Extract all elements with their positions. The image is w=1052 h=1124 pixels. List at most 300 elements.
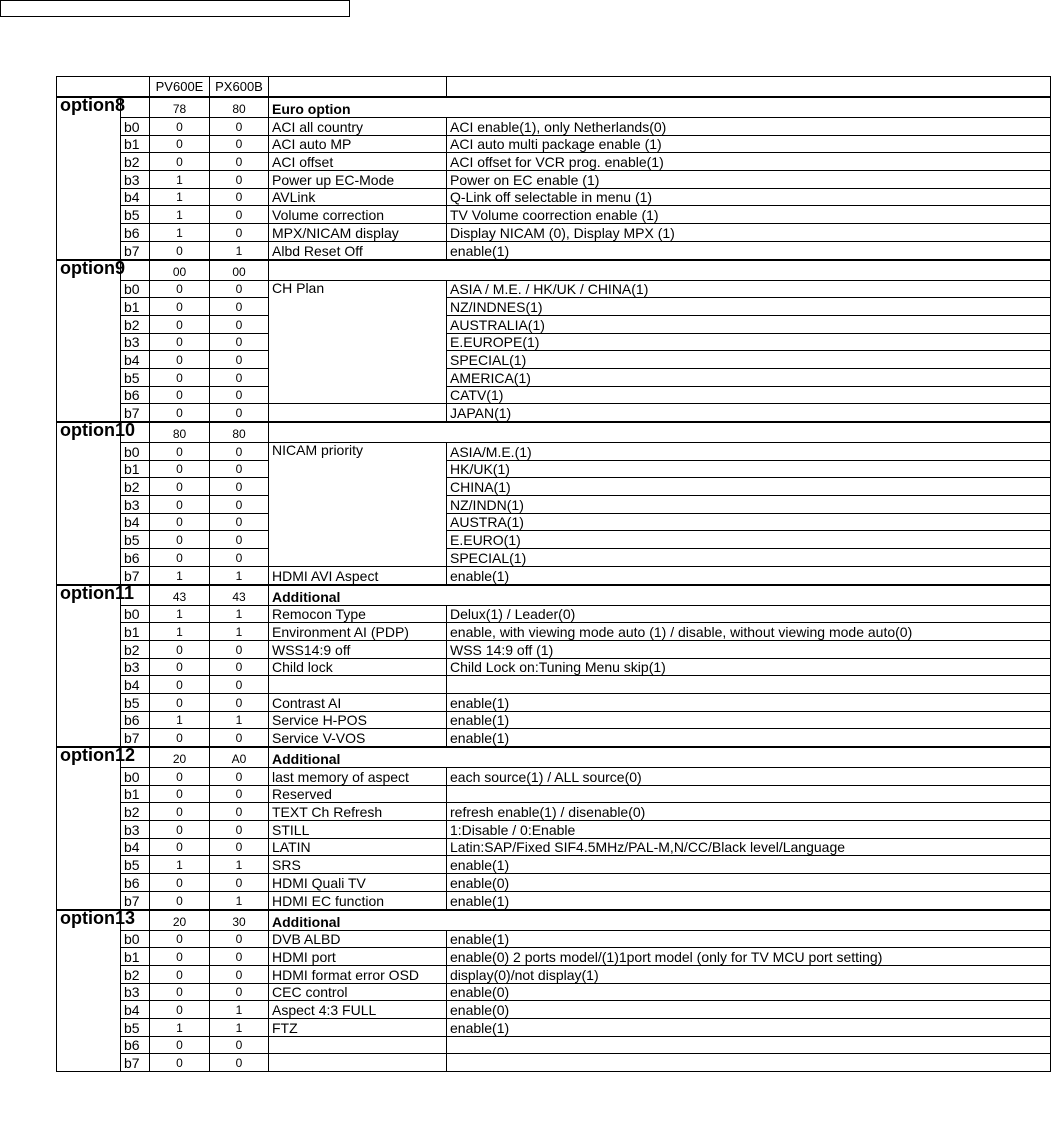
bit-function-name: NICAM priority	[269, 443, 447, 567]
bit-row	[57, 1054, 1051, 1072]
bit-function-name: HDMI port	[269, 948, 447, 966]
bit-px600b-value: 0	[210, 496, 269, 514]
bit-px600b-value: 0	[210, 206, 269, 224]
bit-label: b4	[121, 351, 150, 369]
bit-label: b2	[121, 965, 150, 983]
bit-function-name: Service V-VOS	[269, 729, 447, 747]
bit-function-name: FTZ	[269, 1018, 447, 1036]
bit-px600b-value: 0	[210, 930, 269, 948]
bit-px600b-value: 0	[210, 948, 269, 966]
option-name: option8	[57, 97, 121, 118]
bit-row	[57, 333, 1051, 351]
option-pv600e-value: 78	[150, 97, 210, 118]
bit-px600b-value: 0	[210, 135, 269, 153]
header-blank-cell	[57, 77, 150, 98]
bit-row	[57, 531, 1051, 549]
bit-label: b3	[121, 171, 150, 189]
bit-px600b-value: 0	[210, 768, 269, 786]
bit-label: b5	[121, 206, 150, 224]
bit-px600b-value: 0	[210, 803, 269, 821]
option-section-label	[269, 260, 1051, 281]
option-section-label: Euro option	[269, 97, 1051, 118]
bit-label: b0	[121, 605, 150, 623]
bit-label: b1	[121, 460, 150, 478]
bit-row	[57, 566, 1051, 584]
bit-px600b-value: 1	[210, 856, 269, 874]
bit-function-name: ACI all country	[269, 118, 447, 136]
bit-row	[57, 768, 1051, 786]
bit-label: b0	[121, 768, 150, 786]
bit-px600b-value: 0	[210, 386, 269, 404]
bit-description: enable(1)	[447, 693, 1051, 711]
bit-description: AUSTRA(1)	[447, 513, 1051, 531]
bit-px600b-value: 0	[210, 118, 269, 136]
bit-description: CHINA(1)	[447, 478, 1051, 496]
bit-px600b-value: 0	[210, 513, 269, 531]
bit-description: enable, with viewing mode auto (1) / disable, without viewing mode auto(0)	[447, 623, 1051, 641]
bit-pv600e-value: 1	[150, 856, 210, 874]
bit-label: b1	[121, 623, 150, 641]
bit-description: enable(1)	[447, 711, 1051, 729]
bit-function-name: ACI auto MP	[269, 135, 447, 153]
bit-row	[57, 513, 1051, 531]
bit-pv600e-value: 0	[150, 1036, 210, 1054]
bit-pv600e-value: 0	[150, 315, 210, 333]
bit-label: b7	[121, 566, 150, 584]
bit-label: b6	[121, 874, 150, 892]
bit-px600b-value: 1	[210, 1018, 269, 1036]
option-group-row	[57, 97, 1051, 118]
bit-pv600e-value: 0	[150, 948, 210, 966]
option-section-label	[269, 422, 1051, 443]
bit-description: AUSTRALIA(1)	[447, 315, 1051, 333]
bit-label: b4	[121, 513, 150, 531]
option-section-label: Additional	[269, 747, 1051, 768]
bit-description: display(0)/not display(1)	[447, 965, 1051, 983]
bit-pv600e-value: 0	[150, 298, 210, 316]
option-group-row	[57, 747, 1051, 768]
header-px600b: PX600B	[210, 77, 269, 98]
bit-row	[57, 206, 1051, 224]
bit-px600b-value: 0	[210, 298, 269, 316]
option-px600b-value: 43	[210, 585, 269, 606]
bit-px600b-value: 0	[210, 404, 269, 422]
bit-description: ASIA/M.E.(1)	[447, 443, 1051, 461]
bit-row	[57, 891, 1051, 909]
bit-function-name	[269, 1036, 447, 1054]
bit-label: b5	[121, 1018, 150, 1036]
bit-description: AMERICA(1)	[447, 368, 1051, 386]
bit-description	[447, 676, 1051, 694]
bit-function-name: Environment AI (PDP)	[269, 623, 447, 641]
bit-pv600e-value: 0	[150, 280, 210, 298]
bit-row	[57, 785, 1051, 803]
bit-row	[57, 729, 1051, 747]
table-header-row	[57, 77, 1051, 98]
bit-description: E.EURO(1)	[447, 531, 1051, 549]
option-bits-table	[56, 76, 1051, 1072]
bit-row	[57, 443, 1051, 461]
bit-function-name: Service H-POS	[269, 711, 447, 729]
bit-px600b-value: 0	[210, 1036, 269, 1054]
bit-px600b-value: 0	[210, 531, 269, 549]
bit-pv600e-value: 1	[150, 605, 210, 623]
bit-function-name: Aspect 4:3 FULL	[269, 1001, 447, 1019]
option-name: option13	[57, 910, 121, 931]
option-indent-cell	[57, 280, 121, 422]
bit-function-name: CH Plan	[269, 280, 447, 404]
bit-label: b1	[121, 948, 150, 966]
bit-px600b-value: 0	[210, 333, 269, 351]
option-group-row	[57, 910, 1051, 931]
bit-description: enable(0)	[447, 874, 1051, 892]
top-header-box	[0, 0, 350, 17]
bit-label: b4	[121, 1001, 150, 1019]
bit-pv600e-value: 0	[150, 983, 210, 1001]
bit-row	[57, 874, 1051, 892]
bit-function-name: CEC control	[269, 983, 447, 1001]
bit-label: b5	[121, 693, 150, 711]
option-indent-cell	[57, 930, 121, 1072]
bit-label: b6	[121, 711, 150, 729]
bit-function-name: WSS14:9 off	[269, 640, 447, 658]
bit-label: b1	[121, 785, 150, 803]
bit-label: b4	[121, 188, 150, 206]
bit-pv600e-value: 0	[150, 460, 210, 478]
bit-row	[57, 478, 1051, 496]
bit-description: enable(0)	[447, 1001, 1051, 1019]
option-name: option11	[57, 585, 121, 606]
bit-label: b7	[121, 729, 150, 747]
bit-function-name: Contrast AI	[269, 693, 447, 711]
bit-description: E.EUROPE(1)	[447, 333, 1051, 351]
bit-px600b-value: 0	[210, 693, 269, 711]
option-px600b-value: 80	[210, 422, 269, 443]
bit-px600b-value: 0	[210, 785, 269, 803]
option-group-row	[57, 260, 1051, 281]
option-name: option12	[57, 747, 121, 768]
bit-function-name: HDMI format error OSD	[269, 965, 447, 983]
bit-pv600e-value: 0	[150, 549, 210, 567]
bit-px600b-value: 0	[210, 658, 269, 676]
bit-description: Child Lock on:Tuning Menu skip(1)	[447, 658, 1051, 676]
bit-description: Power on EC enable (1)	[447, 171, 1051, 189]
bit-row	[57, 821, 1051, 839]
bit-pv600e-value: 0	[150, 135, 210, 153]
bit-function-name: Power up EC-Mode	[269, 171, 447, 189]
bit-pv600e-value: 0	[150, 676, 210, 694]
bit-description: ACI offset for VCR prog. enable(1)	[447, 153, 1051, 171]
bit-pv600e-value: 1	[150, 1018, 210, 1036]
bit-label: b7	[121, 1054, 150, 1072]
bit-description: NZ/INDN(1)	[447, 496, 1051, 514]
bit-label: b5	[121, 856, 150, 874]
option-group-row	[57, 422, 1051, 443]
bit-label: b3	[121, 496, 150, 514]
bit-pv600e-value: 0	[150, 768, 210, 786]
bit-label: b4	[121, 676, 150, 694]
bit-function-name: MPX/NICAM display	[269, 224, 447, 242]
bit-description: TV Volume coorrection enable (1)	[447, 206, 1051, 224]
bit-label: b3	[121, 983, 150, 1001]
bit-pv600e-value: 0	[150, 118, 210, 136]
bit-label: b6	[121, 1036, 150, 1054]
bit-px600b-value: 0	[210, 838, 269, 856]
bit-description: each source(1) / ALL source(0)	[447, 768, 1051, 786]
option-pv600e-value: 20	[150, 910, 210, 931]
bit-description: ASIA / M.E. / HK/UK / CHINA(1)	[447, 280, 1051, 298]
bit-function-name: HDMI Quali TV	[269, 874, 447, 892]
bit-description: SPECIAL(1)	[447, 351, 1051, 369]
bit-description	[447, 1036, 1051, 1054]
bit-row	[57, 803, 1051, 821]
bit-function-name: Reserved	[269, 785, 447, 803]
bit-function-name: AVLink	[269, 188, 447, 206]
bit-row	[57, 241, 1051, 259]
bit-label: b0	[121, 930, 150, 948]
option-px600b-value: A0	[210, 747, 269, 768]
bit-description: ACI auto multi package enable (1)	[447, 135, 1051, 153]
bit-px600b-value: 1	[210, 605, 269, 623]
bit-pv600e-value: 1	[150, 171, 210, 189]
bit-description: enable(1)	[447, 930, 1051, 948]
bit-pv600e-value: 0	[150, 368, 210, 386]
option-px600b-value: 30	[210, 910, 269, 931]
bit-description: SPECIAL(1)	[447, 549, 1051, 567]
bit-label: b6	[121, 549, 150, 567]
bit-px600b-value: 1	[210, 711, 269, 729]
bit-row	[57, 658, 1051, 676]
bit-row	[57, 693, 1051, 711]
bit-px600b-value: 0	[210, 965, 269, 983]
bit-px600b-value: 1	[210, 1001, 269, 1019]
bit-label: b5	[121, 368, 150, 386]
option-px600b-value: 00	[210, 260, 269, 281]
bit-function-name: HDMI EC function	[269, 891, 447, 909]
option-pv600e-value: 80	[150, 422, 210, 443]
bit-function-name: TEXT Ch Refresh	[269, 803, 447, 821]
bit-row	[57, 496, 1051, 514]
bit-description: JAPAN(1)	[447, 404, 1051, 422]
option-indent-cell	[57, 605, 121, 747]
bit-description: CATV(1)	[447, 386, 1051, 404]
bit-px600b-value: 0	[210, 821, 269, 839]
bit-function-name: Albd Reset Off	[269, 241, 447, 259]
bit-pv600e-value: 0	[150, 658, 210, 676]
bit-px600b-value: 1	[210, 891, 269, 909]
bit-description: Display NICAM (0), Display MPX (1)	[447, 224, 1051, 242]
option-px600b-value: 80	[210, 97, 269, 118]
bit-description: Q-Link off selectable in menu (1)	[447, 188, 1051, 206]
bit-row	[57, 623, 1051, 641]
bit-description: 1:Disable / 0:Enable	[447, 821, 1051, 839]
bit-pv600e-value: 0	[150, 351, 210, 369]
bit-px600b-value: 0	[210, 171, 269, 189]
bit-description: enable(1)	[447, 729, 1051, 747]
bit-row	[57, 676, 1051, 694]
bit-label: b2	[121, 153, 150, 171]
bit-pv600e-value: 0	[150, 785, 210, 803]
bit-description	[447, 1054, 1051, 1072]
bit-description: enable(1)	[447, 1018, 1051, 1036]
header-pv600e: PV600E	[150, 77, 210, 98]
bit-row	[57, 838, 1051, 856]
bit-function-name: SRS	[269, 856, 447, 874]
bit-label: b3	[121, 333, 150, 351]
bit-pv600e-value: 0	[150, 965, 210, 983]
option-section-label: Additional	[269, 910, 1051, 931]
bit-function-name: last memory of aspect	[269, 768, 447, 786]
bit-pv600e-value: 0	[150, 803, 210, 821]
bit-pv600e-value: 0	[150, 386, 210, 404]
bit-row	[57, 460, 1051, 478]
bit-description: enable(0)	[447, 983, 1051, 1001]
bit-description: refresh enable(1) / disenable(0)	[447, 803, 1051, 821]
bit-px600b-value: 0	[210, 676, 269, 694]
bit-label: b7	[121, 241, 150, 259]
bit-row	[57, 315, 1051, 333]
bit-label: b7	[121, 404, 150, 422]
bit-function-name: Remocon Type	[269, 605, 447, 623]
bit-pv600e-value: 0	[150, 496, 210, 514]
header-desc-cell	[447, 77, 1051, 98]
bit-row	[57, 856, 1051, 874]
bit-pv600e-value: 0	[150, 930, 210, 948]
bit-px600b-value: 1	[210, 623, 269, 641]
bit-description: ACI enable(1), only Netherlands(0)	[447, 118, 1051, 136]
option-name: option9	[57, 260, 121, 281]
bit-row	[57, 351, 1051, 369]
bit-label: b6	[121, 386, 150, 404]
bit-pv600e-value: 0	[150, 838, 210, 856]
bit-pv600e-value: 0	[150, 693, 210, 711]
bit-row	[57, 298, 1051, 316]
bit-pv600e-value: 0	[150, 640, 210, 658]
bit-description: WSS 14:9 off (1)	[447, 640, 1051, 658]
bit-function-name	[269, 404, 447, 422]
bit-function-name	[269, 676, 447, 694]
bit-row	[57, 118, 1051, 136]
bit-description: enable(1)	[447, 891, 1051, 909]
bit-pv600e-value: 1	[150, 623, 210, 641]
bit-row	[57, 280, 1051, 298]
bit-label: b3	[121, 658, 150, 676]
bit-label: b2	[121, 315, 150, 333]
bit-row	[57, 965, 1051, 983]
bit-function-name: LATIN	[269, 838, 447, 856]
option-indent-cell	[57, 768, 121, 910]
bit-pv600e-value: 1	[150, 711, 210, 729]
bit-px600b-value: 0	[210, 640, 269, 658]
bit-function-name: STILL	[269, 821, 447, 839]
bit-pv600e-value: 0	[150, 333, 210, 351]
bit-px600b-value: 0	[210, 983, 269, 1001]
option-pv600e-value: 00	[150, 260, 210, 281]
bit-px600b-value: 0	[210, 1054, 269, 1072]
bit-px600b-value: 0	[210, 351, 269, 369]
bit-row	[57, 549, 1051, 567]
bit-description: HK/UK(1)	[447, 460, 1051, 478]
bit-pv600e-value: 0	[150, 891, 210, 909]
bit-pv600e-value: 0	[150, 874, 210, 892]
bit-label: b0	[121, 443, 150, 461]
bit-pv600e-value: 0	[150, 443, 210, 461]
bit-label: b5	[121, 531, 150, 549]
option-indent-cell	[57, 118, 121, 260]
bit-description	[447, 785, 1051, 803]
bit-px600b-value: 0	[210, 478, 269, 496]
bit-label: b0	[121, 118, 150, 136]
bit-pv600e-value: 0	[150, 478, 210, 496]
bit-px600b-value: 0	[210, 188, 269, 206]
bit-label: b1	[121, 135, 150, 153]
bit-row	[57, 368, 1051, 386]
bit-row	[57, 188, 1051, 206]
bit-pv600e-value: 0	[150, 513, 210, 531]
bit-row	[57, 135, 1051, 153]
bit-description: Delux(1) / Leader(0)	[447, 605, 1051, 623]
bit-function-name: Child lock	[269, 658, 447, 676]
bit-label: b2	[121, 478, 150, 496]
bit-label: b0	[121, 280, 150, 298]
bit-row	[57, 1036, 1051, 1054]
bit-px600b-value: 0	[210, 224, 269, 242]
bit-row	[57, 983, 1051, 1001]
bit-pv600e-value: 0	[150, 404, 210, 422]
bit-px600b-value: 1	[210, 566, 269, 584]
bit-px600b-value: 0	[210, 153, 269, 171]
bit-function-name	[269, 1054, 447, 1072]
bit-description: enable(1)	[447, 856, 1051, 874]
bit-px600b-value: 0	[210, 549, 269, 567]
bit-pv600e-value: 0	[150, 821, 210, 839]
bit-label: b6	[121, 224, 150, 242]
bit-row	[57, 171, 1051, 189]
bit-description: enable(1)	[447, 241, 1051, 259]
bit-pv600e-value: 0	[150, 1054, 210, 1072]
option-group-row	[57, 585, 1051, 606]
bit-px600b-value: 0	[210, 460, 269, 478]
bit-description: enable(0) 2 ports model/(1)1port model (only for TV MCU port setting)	[447, 948, 1051, 966]
option-name: option10	[57, 422, 121, 443]
bit-row	[57, 930, 1051, 948]
bit-pv600e-value: 1	[150, 566, 210, 584]
bit-function-name: HDMI AVI Aspect	[269, 566, 447, 584]
bit-description: enable(1)	[447, 566, 1051, 584]
bit-label: b3	[121, 821, 150, 839]
bit-label: b2	[121, 640, 150, 658]
bit-label: b1	[121, 298, 150, 316]
bit-px600b-value: 1	[210, 241, 269, 259]
bit-label: b7	[121, 891, 150, 909]
header-name-cell	[269, 77, 447, 98]
bit-description: Latin:SAP/Fixed SIF4.5MHz/PAL-M,N/CC/Black level/Language	[447, 838, 1051, 856]
bit-pv600e-value: 0	[150, 531, 210, 549]
bit-pv600e-value: 0	[150, 729, 210, 747]
bit-row	[57, 711, 1051, 729]
bit-pv600e-value: 1	[150, 188, 210, 206]
bit-row	[57, 153, 1051, 171]
bit-pv600e-value: 1	[150, 206, 210, 224]
bit-pv600e-value: 0	[150, 153, 210, 171]
option-section-label: Additional	[269, 585, 1051, 606]
bit-row	[57, 224, 1051, 242]
bit-function-name: Volume correction	[269, 206, 447, 224]
bit-row	[57, 386, 1051, 404]
bit-pv600e-value: 1	[150, 224, 210, 242]
bit-row	[57, 640, 1051, 658]
bit-px600b-value: 0	[210, 368, 269, 386]
